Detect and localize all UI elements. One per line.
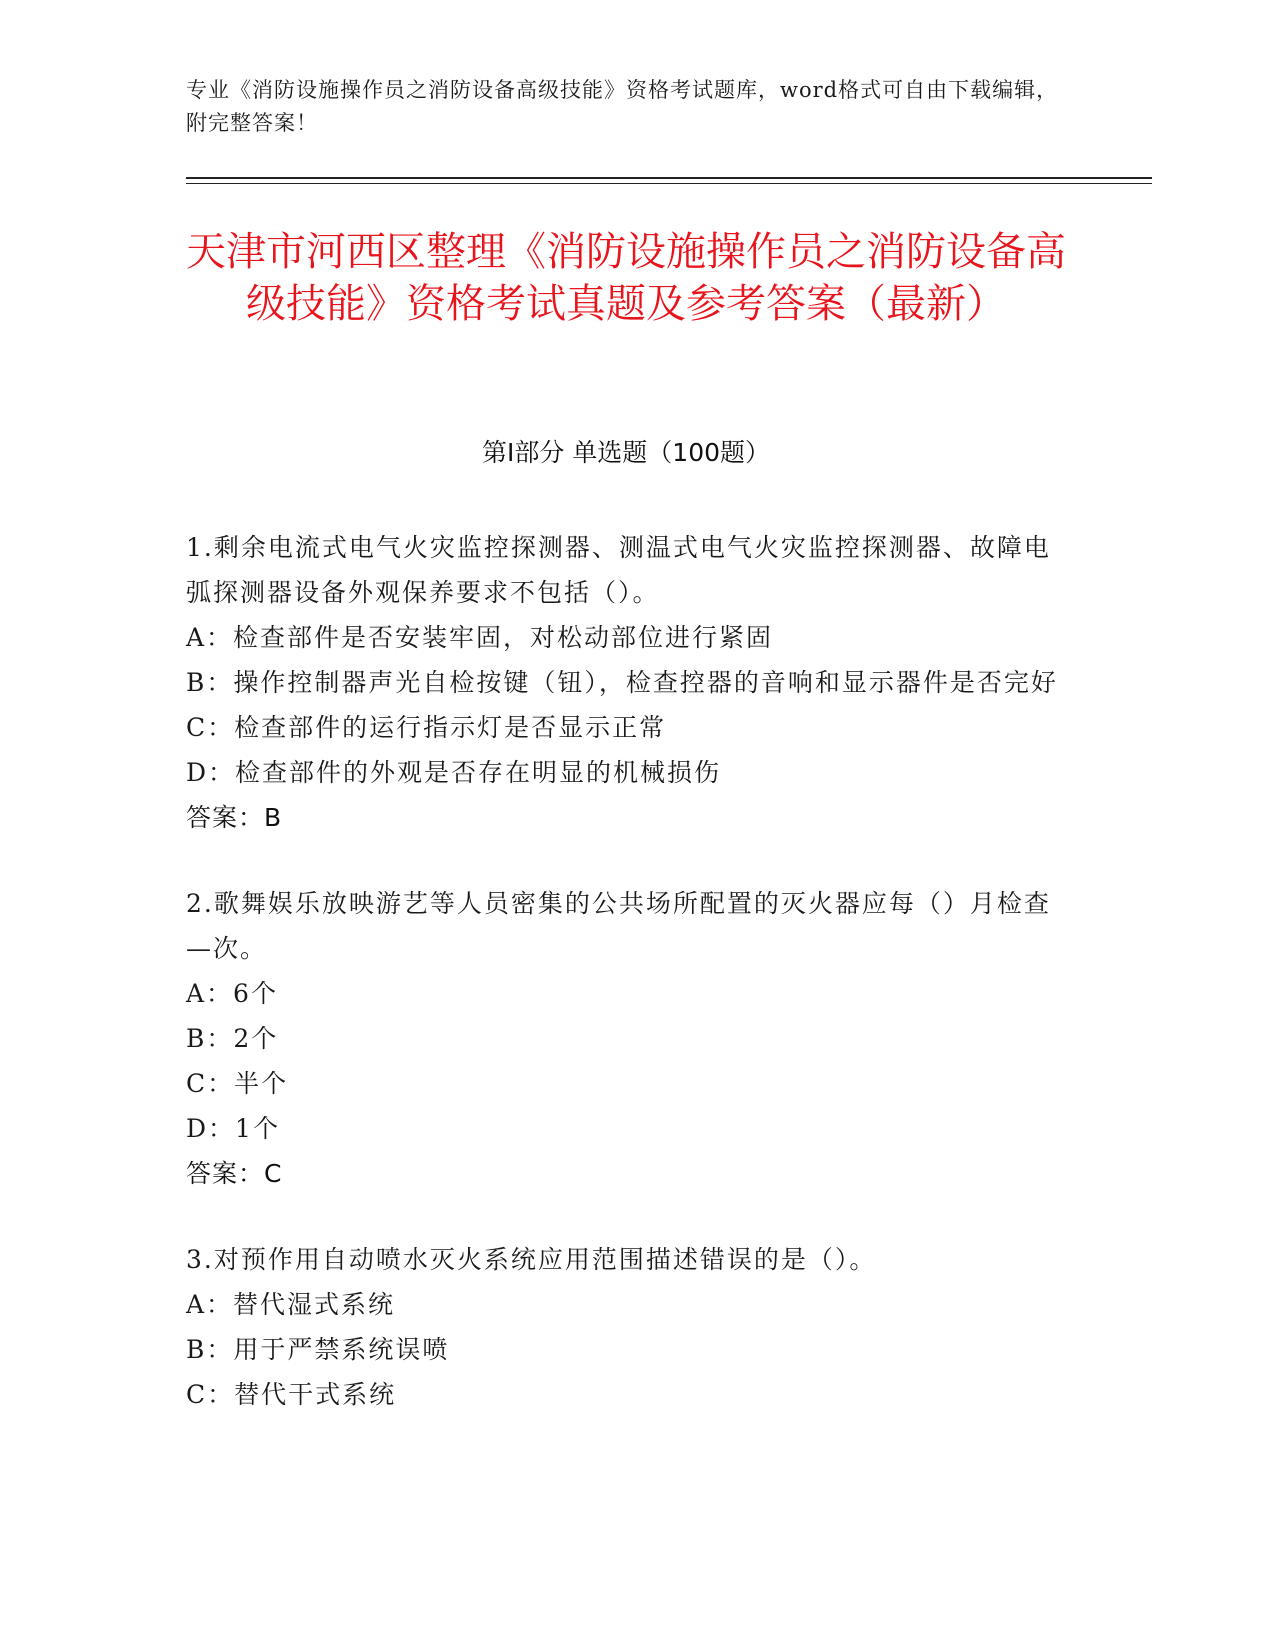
header-note: 专业《消防设施操作员之消防设备高级技能》资格考试题库，word格式可自由下载编辑，附完整答案！	[186, 78, 1059, 135]
question-stem: 3.对预作用自动喷水灭火系统应用范围描述错误的是（）。	[186, 1245, 877, 1274]
question-2	[186, 881, 1066, 1197]
option-d: D：检查部件的外观是否存在明显的机械损伤	[186, 758, 722, 787]
option-c: C：半个	[186, 1069, 289, 1098]
option-b: B：操作控制器声光自检按键（钮），检查控器的音响和显示器件是否完好	[186, 668, 1058, 697]
header-divider	[186, 177, 1152, 179]
option-a: A：替代湿式系统	[186, 1290, 396, 1319]
option-b: B：2个	[186, 1024, 279, 1053]
option-c: C：替代干式系统	[186, 1380, 397, 1409]
option-a: A：6个	[186, 979, 278, 1008]
document-title: 天津市河西区整理《消防设施操作员之消防设备高级技能》资格考试真题及参考答案（最新）	[186, 229, 1066, 327]
option-b: B：用于严禁系统误喷	[186, 1335, 450, 1364]
option-c: C：检查部件的运行指示灯是否显示正常	[186, 713, 667, 742]
option-d: D：1个	[186, 1114, 280, 1143]
question-3	[186, 1237, 1066, 1417]
header-divider-thin	[186, 183, 1152, 184]
answer-line: 答案：C	[186, 1159, 283, 1188]
option-a: A：检查部件是否安装牢固，对松动部位进行紧固	[186, 623, 774, 652]
answer-line: 答案：B	[186, 803, 283, 832]
question-stem: 2.歌舞娱乐放映游艺等人员密集的公共场所配置的灭火器应每（）月检查—次。	[186, 889, 1051, 963]
question-list	[186, 525, 1066, 1457]
question-1	[186, 525, 1066, 841]
question-stem: 1.剩余电流式电气火灾监控探测器、测温式电气火灾监控探测器、故障电弧探测器设备外观保养要求不包括（）。	[186, 533, 1051, 607]
section-heading: 第Ⅰ部分 单选题（100题）	[481, 438, 771, 467]
